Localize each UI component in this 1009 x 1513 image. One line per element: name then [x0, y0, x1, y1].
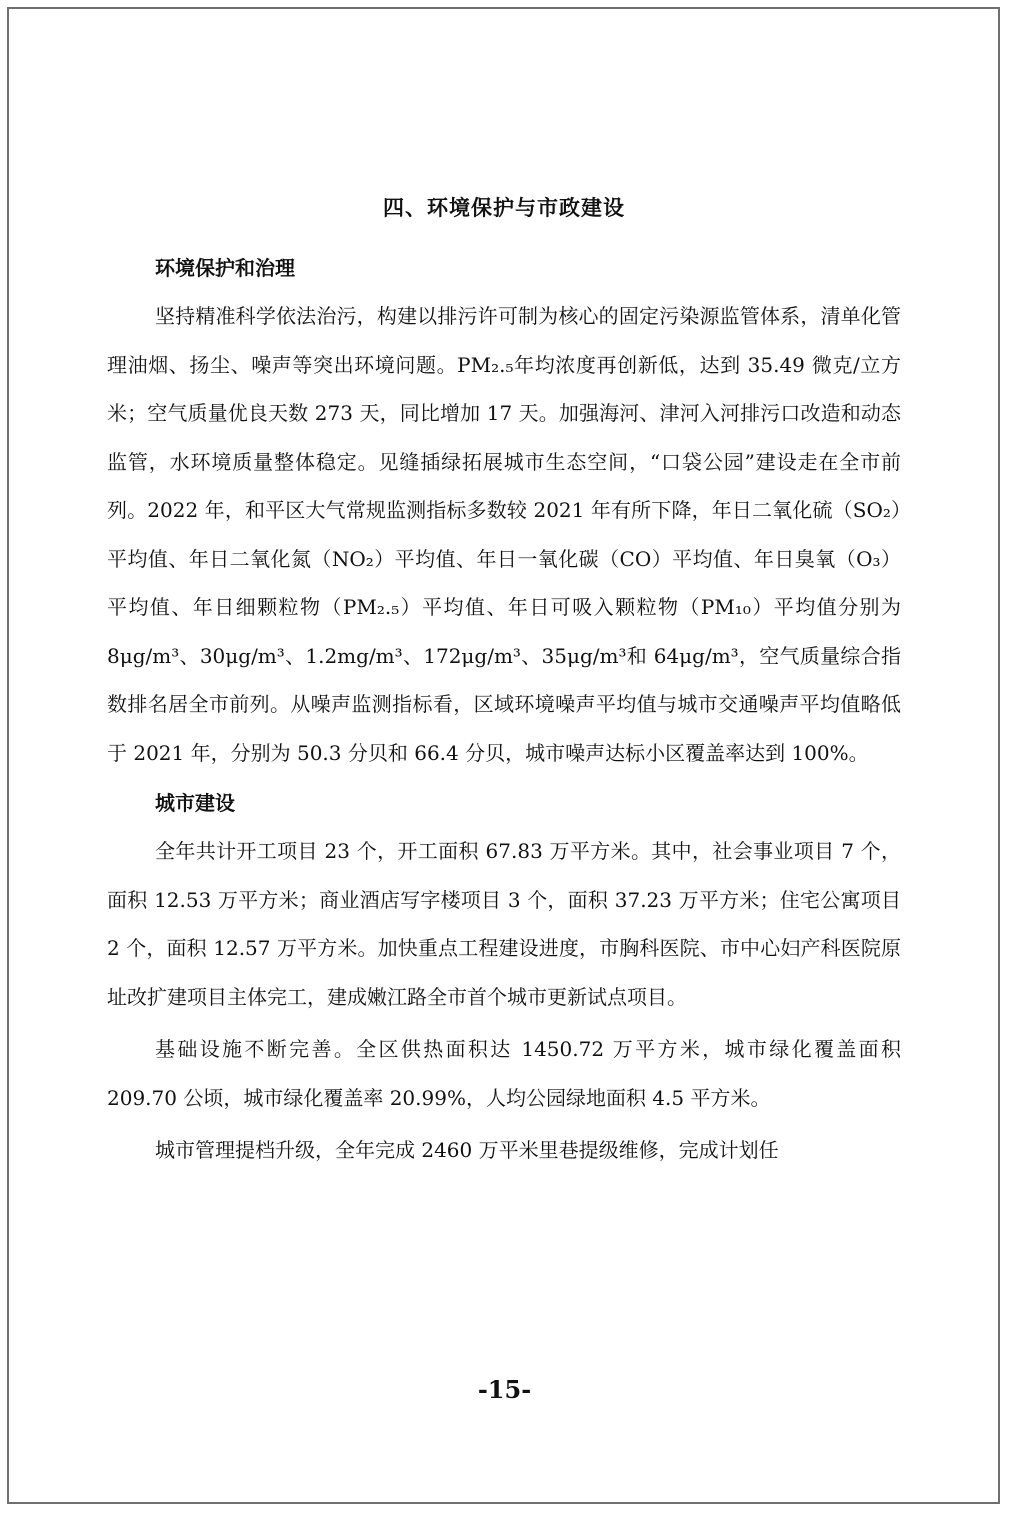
paragraph-infrastructure: 基础设施不断完善。全区供热面积达 1450.72 万平方米，城市绿化覆盖面积 209.70 公顷，城市绿化覆盖率 20.99%，人均公园绿地面积 4.5 平方米。	[107, 1037, 901, 1110]
paragraph-environment: 坚持精准科学依法治污，构建以排污许可制为核心的固定污染源监管体系，清单化管理油烟、扬尘、噪声等突出环境问题。PM₂.₅年均浓度再创新低，达到 35.49 微克/立方米；空气质量优良天数 273 天，同比增加 17 天。加强海河、津河入河排污口改造和动态监管，水环境质量整体稳定。见缝插绿拓展城市生态空间，“口袋公园”建设走在全市前列。2022 年，和平区大气常规监测指标多数较 2021 年有所下降，年日二氧化硫（SO₂）平均值、年日二氧化氮（NO₂）平均值、年日一氧化碳（CO）平均值、年日臭氧（O₃）平均值、年日细颗粒物（PM₂.₅）平均值、年日可吸入颗粒物（PM₁₀）平均值分别为 8μg/m³、30μg/m³、1.2mg/m³、172μg/m³、35μg/m³和 64μg/m³，空气质量综合指数排名居全市前列。从噪声监测指标看，区域环境噪声平均值与城市交通噪声平均值略低于 2021 年，分别为 50.3 分贝和 66.4 分贝，城市噪声达标小区覆盖率达到 100%。	[107, 304, 901, 765]
subheading-environment: 环境保护和治理	[155, 256, 295, 280]
paragraph-city-management: 城市管理提档升级，全年完成 2460 万平米里巷提级维修，完成计划任	[155, 1138, 779, 1162]
paragraph-construction-projects: 全年共计开工项目 23 个，开工面积 67.83 万平方米。其中，社会事业项目 7 个，面积 12.53 万平方米；商业酒店写字楼项目 3 个，面积 37.23 万平方米；住宅公寓项目 2 个，面积 12.57 万平方米。加快重点工程建设进度，市胸科医院、市中心妇产科医院原址改扩建项目主体完工，建成嫩江路全市首个城市更新试点项目。	[107, 839, 901, 1009]
subheading-construction: 城市建设	[155, 791, 235, 815]
page-number: -15-	[477, 1375, 532, 1404]
document-body	[107, 186, 901, 1175]
section-title: 四、环境保护与市政建设	[383, 196, 625, 220]
